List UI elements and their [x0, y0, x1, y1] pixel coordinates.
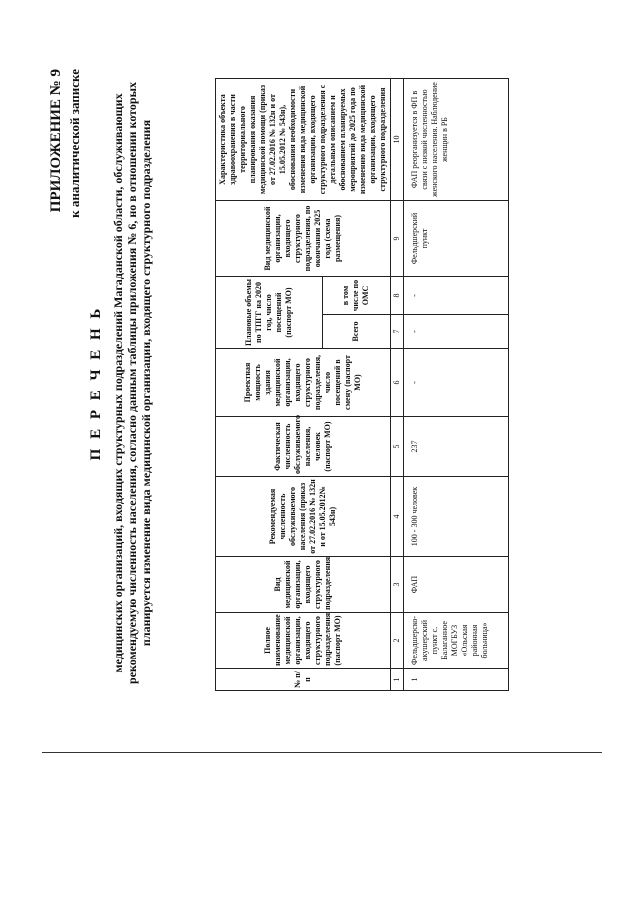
appendix-label — [48, 69, 83, 218]
column-number: 9 — [391, 201, 404, 277]
col-header-recommended: Рекомендуемая численность обслуживаемого населения (приказ от 27.02.2016 № 132н и от 15.05.2012№ 543н) — [216, 477, 391, 557]
col-header-planned-volumes: Плановые объемы по ТПГГ на 2020 год, число посещений (паспорт МО) — [216, 277, 323, 349]
heading-subtitle: медицинских организаций, входящих структурных подразделений Магаданской области, обслуживающих рекомендуемую численность населения, согласно данным таблицы приложения № 6, но в отношении которых планируется изменение вида медицинской организации, входящего структурного подразделения — [111, 82, 153, 684]
appendix-subtitle: к аналитической записке — [67, 69, 82, 218]
rotated-content — [40, 63, 580, 703]
col-header-new-type: Вид медицинской организации, входящего структурного подразделения, по окончании 2025 года (схема размещения) — [216, 201, 391, 277]
col-header-full-name: Полное наименование медицинской организации, входящего структурного подразделения (паспорт МО) — [216, 613, 391, 669]
column-number: 7 — [391, 315, 404, 349]
column-number: 1 — [391, 669, 404, 691]
row-oms: - — [404, 277, 509, 315]
col-header-number: № п/п — [216, 669, 391, 691]
col-header-capacity: Проектная мощность здания медицинской организации, входящего структурного подразделения, число посещений в смену (паспорт МО) — [216, 349, 391, 417]
col-header-characteristics: Характеристика объекта здравоохранения в части территориального планирования оказания медицинской помощи (приказ от 27.02.2016 № 132н и от 15.05.2012 № 543н), обоснования необходимости изменения вида медицинской организации, входящего структурного подразделения с детальным описанием и обоснованием планируемых мероприятий до 2025 года по изменению вида медицинской организации, входящего структурного подразделения — [216, 79, 391, 201]
table-row — [404, 79, 509, 691]
col-header-oms: в том числе по ОМС — [322, 277, 390, 315]
row-actual: 237 — [404, 417, 509, 477]
document-heading — [88, 63, 153, 703]
row-org-name: Фельдшерско-акушерский пункт с. Балаганное МОГБУЗ «Ольская районная больница» — [404, 613, 509, 669]
column-number: 8 — [391, 277, 404, 315]
row-number: 1 — [404, 669, 509, 691]
col-header-actual: Фактическая численность обслуживаемого населения, человек (паспорт МО) — [216, 417, 391, 477]
row-org-type: ФАП — [404, 557, 509, 613]
row-total: - — [404, 315, 509, 349]
column-number: 4 — [391, 477, 404, 557]
column-number: 6 — [391, 349, 404, 417]
column-number: 10 — [391, 79, 404, 201]
col-header-total: Всего — [322, 315, 390, 349]
table-header-row — [216, 79, 323, 691]
row-recommended: 100 - 300 человек — [404, 477, 509, 557]
column-number: 5 — [391, 417, 404, 477]
column-number-row — [391, 79, 404, 691]
row-note: ФАП реорганизуется в ФП в связи с низкой численностью женского населения. Наблюдение женщин в РБ — [404, 79, 509, 201]
appendix-title: ПРИЛОЖЕНИЕ № 9 — [48, 69, 64, 213]
organizations-table — [215, 78, 509, 691]
heading-title: П Е Р Е Ч Е Н Ь — [88, 305, 104, 461]
column-number: 3 — [391, 557, 404, 613]
column-number: 2 — [391, 613, 404, 669]
row-capacity: - — [404, 349, 509, 417]
divider-line — [42, 752, 602, 753]
col-header-org-type: Вид медицинской организации, входящего структурного подразделения — [216, 557, 391, 613]
row-new-type: Фельдшерский пункт — [404, 201, 509, 277]
